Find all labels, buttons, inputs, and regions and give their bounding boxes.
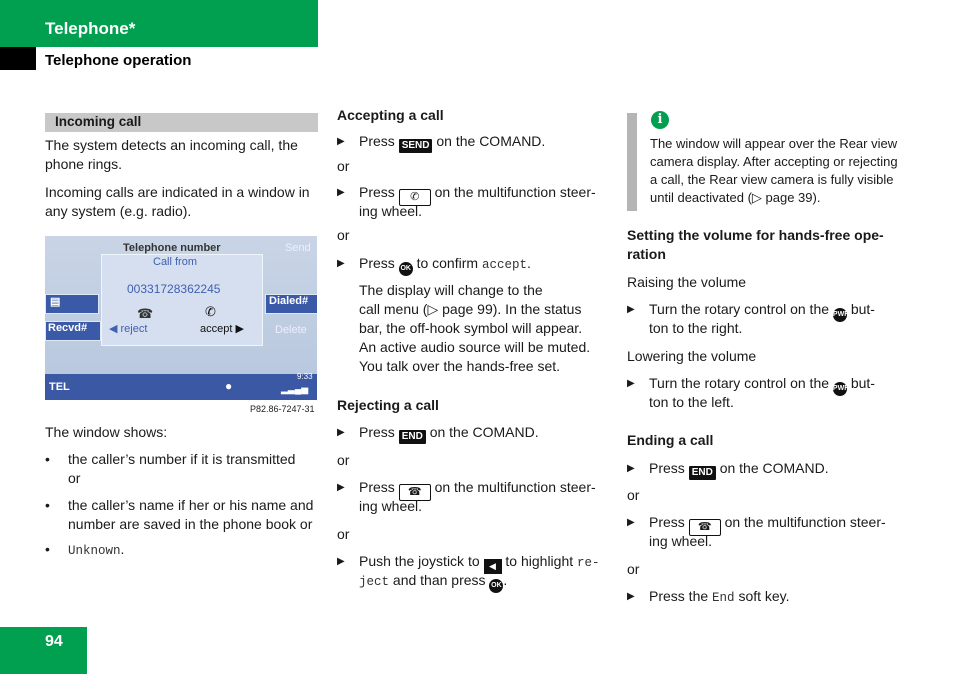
info-note: The window will appear over the Rear view camera display. After accepting or rejecting a call, the Rear view camera is fully visible until deactivated (▷ page 39). <box>650 136 898 205</box>
code-text: Unknown <box>68 544 121 558</box>
list-item <box>45 450 325 490</box>
step <box>337 478 617 518</box>
image-caption: P82.86-7247-31 <box>250 404 315 414</box>
text: on the COMAND. <box>429 424 539 440</box>
page-number-box <box>0 627 87 674</box>
code-text: re- <box>577 556 600 570</box>
punct: . <box>503 572 508 588</box>
screen-title: Telephone number <box>123 242 221 254</box>
arrow-icon: ▶ <box>337 556 345 567</box>
screen-time: 9:33 <box>297 372 313 381</box>
phone-hangup-key-icon: ☎ <box>399 484 431 501</box>
paragraph: Incoming calls are indicated in a window in any system (e.g. radio). <box>45 184 310 219</box>
screen-delete: Delete <box>275 324 307 336</box>
text: Press <box>649 514 685 530</box>
punct: . <box>526 255 531 271</box>
heading-accept: Accepting a call <box>337 107 444 123</box>
accept-label: accept <box>200 323 233 335</box>
text: ing wheel. <box>359 498 423 514</box>
chapter-title: Telephone* <box>45 19 136 38</box>
screen-tel: TEL <box>49 381 70 393</box>
step <box>627 587 917 607</box>
text: Press the <box>649 588 709 604</box>
section-title: Telephone operation <box>45 52 192 69</box>
phone-pickup-icon: ✆ <box>205 304 216 319</box>
text: ing wheel. <box>359 203 423 219</box>
screen-reject: ◀ reject <box>109 323 148 335</box>
page-number: 94 <box>45 633 63 650</box>
end-key-icon: END <box>689 466 716 480</box>
step <box>337 552 617 592</box>
list-text: or <box>68 470 81 486</box>
text: on the multifunction steer- <box>434 479 596 495</box>
text: on the COMAND. <box>719 460 829 476</box>
disc-icon: ● <box>225 379 233 393</box>
phone-hangup-key-icon: ☎ <box>689 519 721 536</box>
comand-screen-image <box>45 236 317 400</box>
code-text: ject <box>359 575 390 589</box>
arrow-icon: ▶ <box>627 304 635 315</box>
screen-phonebook-button <box>45 294 99 314</box>
bullet-dot: • <box>45 541 50 557</box>
text: Push the joystick to <box>359 553 480 569</box>
arrow-icon: ▶ <box>337 482 345 493</box>
arrow-icon: ▶ <box>627 517 635 528</box>
text: Press <box>359 479 395 495</box>
text: ration <box>627 246 666 262</box>
bullet-dot: • <box>45 451 50 467</box>
text: bar, the off-hook symbol will appear. <box>359 320 583 336</box>
step <box>627 513 917 553</box>
arrow-icon: ▶ <box>337 427 345 438</box>
or-text: or <box>627 487 640 503</box>
text: call menu (▷ page 99). In the status <box>359 301 582 317</box>
text: to confirm <box>416 255 479 271</box>
heading-reject: Rejecting a call <box>337 397 439 413</box>
text: but- <box>850 375 875 391</box>
paragraph: The window shows: <box>45 424 168 440</box>
paragraph: The system detects an incoming call, the phone rings. <box>45 137 298 172</box>
screen-call-from: Call from <box>153 256 198 268</box>
punct: . <box>120 541 125 557</box>
arrow-icon: ▶ <box>627 591 635 602</box>
heading-end: Ending a call <box>627 432 714 448</box>
ok-key-icon: OK <box>399 262 413 276</box>
phone-hangup-icon: ☎ <box>137 306 154 321</box>
list-text: the caller’s number if it is transmitted <box>68 451 296 467</box>
text: to highlight <box>505 553 574 569</box>
text: but- <box>850 301 875 317</box>
pwr-key-icon: PWR <box>833 308 847 322</box>
screen-dialed-button: Dialed# <box>265 294 317 314</box>
paragraph: Lowering the volume <box>627 348 757 364</box>
text: ton to the left. <box>649 394 734 410</box>
step <box>627 374 917 414</box>
step <box>337 254 617 274</box>
list-text: the caller’s name if her or his name and <box>68 497 314 513</box>
text: ton to the right. <box>649 320 743 336</box>
joystick-left-icon: ◀ <box>484 559 502 574</box>
text: Turn the rotary control on the <box>649 375 830 391</box>
text: on the multifunction steer- <box>724 514 886 530</box>
phonebook-icon: ▤ <box>50 296 61 308</box>
step-detail <box>359 281 619 376</box>
or-text: or <box>337 526 350 542</box>
text: and than press <box>392 572 486 588</box>
section-heading-bar <box>45 113 318 132</box>
list-item <box>45 496 325 536</box>
arrow-icon: ▶ <box>627 378 635 389</box>
code-text: End <box>712 591 735 605</box>
text: soft key. <box>738 588 790 604</box>
text: ing wheel. <box>649 533 713 549</box>
step <box>337 423 617 443</box>
pwr-key-icon: PWR <box>833 382 847 396</box>
end-key-icon: END <box>399 430 426 444</box>
code-text: accept <box>481 258 527 272</box>
list-item <box>45 540 325 560</box>
screen-send: Send <box>285 242 311 254</box>
text: The display will change to the <box>359 282 543 298</box>
heading-volume <box>627 226 917 264</box>
text: Press <box>359 184 395 200</box>
screen-accept: accept ▶ <box>200 323 244 335</box>
list-text: number are saved in the phone book or <box>68 516 313 532</box>
text: Press <box>359 424 395 440</box>
or-text: or <box>627 561 640 577</box>
header-marker <box>0 47 36 70</box>
ok-key-icon: OK <box>489 579 503 593</box>
step <box>337 183 617 223</box>
text: You talk over the hands-free set. <box>359 358 561 374</box>
info-icon: i <box>651 111 669 129</box>
or-text: or <box>337 452 350 468</box>
text: on the multifunction steer- <box>434 184 596 200</box>
step <box>627 300 917 340</box>
section-heading: Incoming call <box>55 114 142 129</box>
send-key-icon: SEND <box>399 139 433 153</box>
text: An active audio source will be muted. <box>359 339 591 355</box>
paragraph: Raising the volume <box>627 274 747 290</box>
screen-statusbar <box>45 374 317 400</box>
arrow-icon: ▶ <box>627 463 635 474</box>
step <box>337 132 617 152</box>
text: Press <box>359 133 395 149</box>
signal-icon: ▂▃▄▅ <box>281 384 309 394</box>
text: Press <box>649 460 685 476</box>
bullet-dot: • <box>45 497 50 513</box>
phone-accept-key-icon: ✆ <box>399 189 431 206</box>
arrow-icon: ▶ <box>337 136 345 147</box>
screen-number: 00331728362245 <box>127 282 221 296</box>
text: Press <box>359 255 395 271</box>
or-text: or <box>337 227 350 243</box>
text: Setting the volume for hands-free ope- <box>627 227 884 243</box>
screen-recvd-button: Recvd# <box>45 321 101 341</box>
reject-label: reject <box>120 323 148 335</box>
text: on the COMAND. <box>436 133 546 149</box>
text: Turn the rotary control on the <box>649 301 830 317</box>
arrow-icon: ▶ <box>337 258 345 269</box>
arrow-icon: ▶ <box>337 187 345 198</box>
or-text: or <box>337 158 350 174</box>
info-box-bar <box>627 113 637 211</box>
step <box>627 459 917 479</box>
